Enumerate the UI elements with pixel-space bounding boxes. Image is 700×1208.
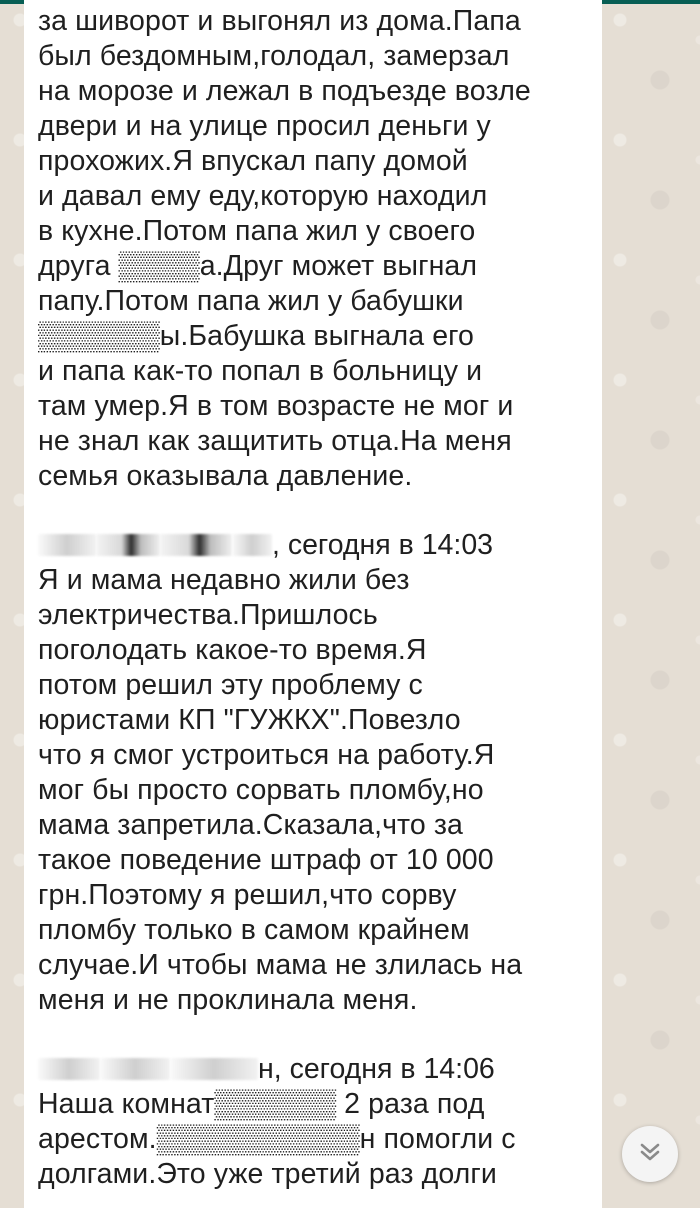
redacted-sender-name xyxy=(38,1058,100,1080)
message-timestamp: , сегодня в 14:03 xyxy=(272,529,494,561)
message-header xyxy=(38,528,588,563)
forwarded-chat-sheet xyxy=(24,0,602,1208)
redacted-sender-name xyxy=(160,534,232,556)
message-3 xyxy=(38,1052,588,1192)
redacted-sender-name xyxy=(232,534,272,556)
redacted-sender-name xyxy=(170,1058,258,1080)
message-list[interactable] xyxy=(24,0,602,1208)
message-header xyxy=(38,1052,588,1087)
message-1 xyxy=(38,4,588,494)
redacted-sender-name xyxy=(96,534,160,556)
message-timestamp: н, сегодня в 14:06 xyxy=(258,1053,495,1085)
message-text: Наша комнат▒▒▒▒▒▒ 2 раза под арестом.▒▒▒▒▒▒▒▒▒▒н помогли с долгами.Это уже третий раз долги xyxy=(38,1088,516,1190)
scroll-to-bottom-button[interactable] xyxy=(622,1126,678,1182)
chevron-double-down-icon xyxy=(637,1139,663,1170)
redacted-sender-name xyxy=(100,1058,170,1080)
message-text: Я и мама недавно жили без электричества.Пришлось поголодать какое-то время.Я потом решил эту проблему с юристами КП "ГУЖКХ".Повезло что я смог устроиться на работу.Я мог бы просто сорвать пломбу,но мама запретила.Сказала,что за такое поведение штраф от 10 000 грн.Поэтому я решил,что сорву пломбу только в самом крайнем случае.И чтобы мама не злилась на меня и не проклинала меня. xyxy=(38,564,523,1016)
message-2 xyxy=(38,528,588,1018)
redacted-sender-name xyxy=(38,534,96,556)
message-text: за шиворот и выгонял из дома.Папа был бездомным,голодал, замерзал на морозе и лежал в подъезде возле двери и на улице просил деньги у прохожих.Я впускал папу домой и давал ему еду,которую находил в кухне.Потом папа жил у своего друга ▒▒▒▒а.Друг может выгнал папу.Потом папа жил у бабушки ▒▒▒▒▒▒ы.Бабушка выгнала его и папа как-то попал в больницу и там умер.Я в том возрасте не мог и не знал как защитить отца.На меня семья оказывала давление. xyxy=(38,5,531,492)
